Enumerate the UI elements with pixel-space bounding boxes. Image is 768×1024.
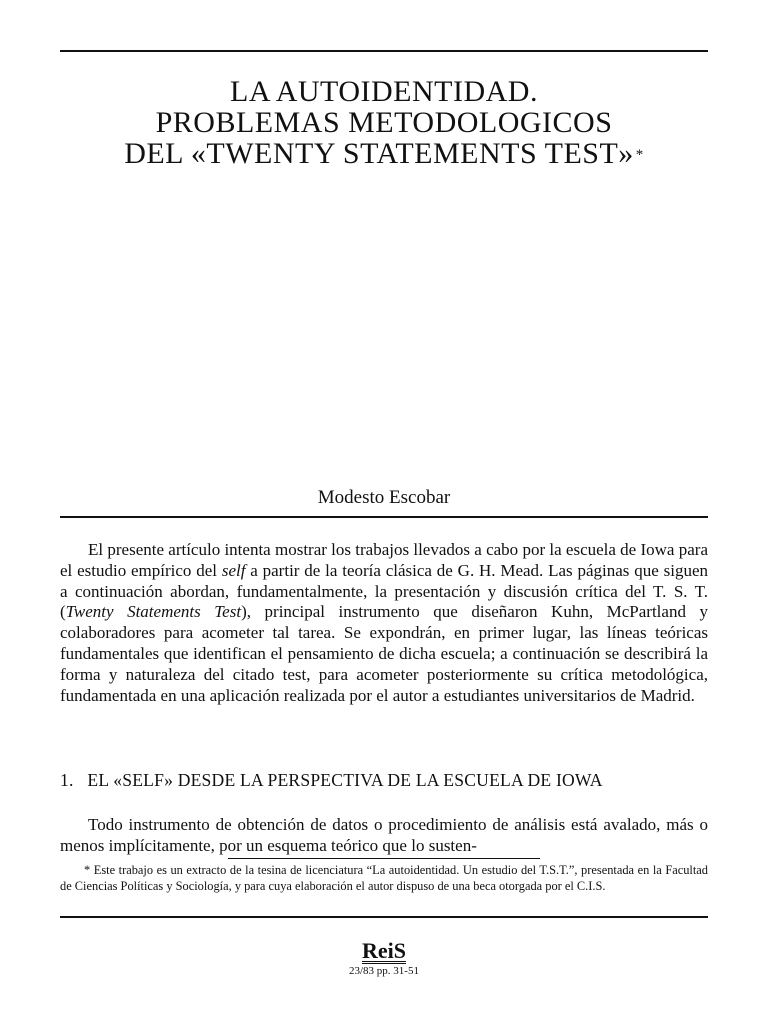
page-reference: 23/83 pp. 31-51 [349, 965, 419, 977]
title-line-1: LA AUTOIDENTIDAD. [230, 75, 538, 108]
abstract-paragraph [60, 540, 708, 706]
section-heading [60, 770, 708, 791]
abstract-italic-tst: Twenty Statements Test [65, 602, 242, 622]
author-rule [60, 516, 708, 518]
abstract-italic-self: self [221, 560, 246, 580]
author-name: Modesto Escobar [317, 487, 451, 508]
abstract [60, 540, 708, 706]
journal-logo-text: ReiS [362, 938, 406, 963]
title-footnote-mark: * [635, 147, 644, 163]
abstract-text-3: ), principal instrumento que diseñaron Kuhn, McPartland y colaboradores para acometer tal tarea. Se expondrán, en primer lugar, las líneas teóricas fundamentales que identifican el pensamiento de dicha escuela; a continuación se describirá la forma y naturaleza del citado test, para acometer posteriormente su crítica metodológica, fundamentada en una aplicación realizada por el autor a estudiantes universitarios de Madrid. [60, 602, 709, 705]
abstract-text-1: El presente artículo intenta mostrar los trabajos llevados a cabo por la escuela de Iowa para el estudio empírico del [60, 540, 708, 580]
bottom-rule [60, 916, 708, 918]
title-line-3 [60, 138, 708, 169]
body-text [60, 815, 708, 856]
section-title: EL «SELF» DESDE LA PERSPECTIVA DE LA ESCUELA DE IOWA [87, 770, 603, 790]
journal-logo [0, 938, 768, 964]
footnote [60, 862, 708, 894]
article-title [60, 76, 708, 169]
title-line-3-text: DEL «TWENTY STATEMENTS TEST» [124, 137, 634, 170]
footnote-text: * Este trabajo es un extracto de la tesina de licenciatura “La autoidentidad. Un estudio del T.S.T.”, presentada en la Facultad de Ciencias Políticas y Sociología, y para cuya elaboración el autor dispuso de una beca otorgada por el C.I.S. [60, 863, 708, 894]
top-rule [60, 50, 708, 52]
footnote-rule [228, 858, 540, 859]
title-line-2: PROBLEMAS METODOLOGICOS [155, 106, 613, 139]
body-paragraph: Todo instrumento de obtención de datos o procedimiento de análisis está avalado, más o menos implícitamente, por un esquema teórico que lo susten- [60, 815, 708, 855]
abstract-text-2: a partir de la teoría clásica de G. H. Mead. Las páginas que siguen a continuación abordan, fundamentalmente, la presentación y discusión crítica del T. S. T. ( [60, 560, 708, 622]
section-number: 1. [60, 770, 74, 790]
